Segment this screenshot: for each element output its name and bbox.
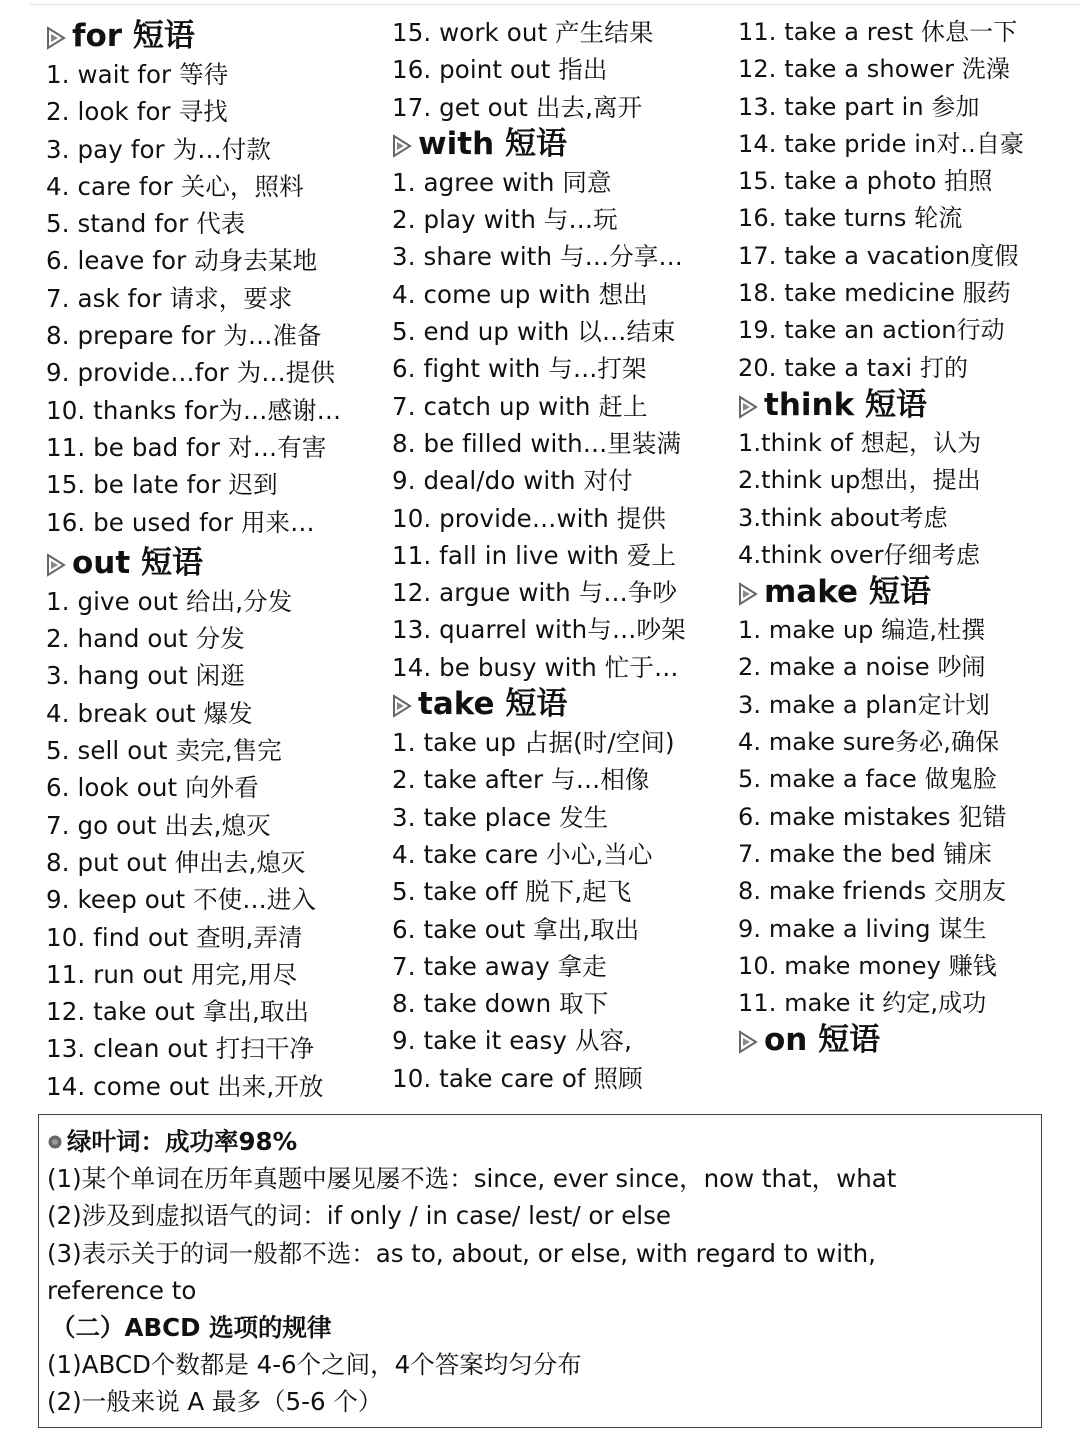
list-item: 14. be busy with 忙于… [392, 652, 679, 682]
notes-line: (3)表示关于的词一般都不选：as to, about, or else, with regard to with, [47, 1238, 876, 1268]
list-item: 10. take care of 照顾 [392, 1063, 643, 1093]
section-heading-with: with 短语 [392, 126, 722, 164]
section-heading-on: on 短语 [738, 1022, 1068, 1060]
list-item: 13. take part in 参加 [738, 92, 980, 121]
list-item: 3.think about考虑 [738, 503, 948, 532]
list-item: 2. look for 寻找 [46, 97, 228, 127]
list-item: 3. hang out 闲逛 [46, 661, 245, 691]
list-item: 6. fight with 与…打架 [392, 354, 647, 384]
list-item: 1. agree with 同意 [392, 167, 612, 197]
list-item: 4. take care 小心,当心 [392, 839, 653, 869]
list-item: 5. make a face 做鬼脸 [738, 765, 997, 794]
list-item: 19. take an action行动 [738, 316, 1005, 345]
triangle-bullet-icon [392, 134, 412, 158]
triangle-bullet-icon [738, 1030, 758, 1054]
list-item: 8. make friends 交朋友 [738, 877, 1007, 906]
list-item: 13. quarrel with与…吵架 [392, 615, 686, 645]
list-item: 2. play with 与…玩 [392, 205, 618, 235]
list-item: 9. provide…for 为…提供 [46, 358, 336, 388]
list-item: 11. take a rest 休息一下 [738, 18, 1018, 46]
list-item: 14. take pride in对..自豪 [738, 129, 1025, 158]
triangle-bullet-icon [738, 582, 758, 606]
list-item: 1. make up 编造,杜撰 [738, 616, 986, 645]
list-item: 7. go out 出去,熄灭 [46, 810, 271, 840]
list-item: 10. make money 赚钱 [738, 951, 997, 980]
list-item: 4. break out 爆发 [46, 698, 253, 728]
gear-bullet-icon [47, 1134, 63, 1150]
list-item: 4. come up with 想出 [392, 279, 648, 309]
list-item: 9. deal/do with 对付 [392, 466, 633, 496]
list-item: 1. wait for 等待 [46, 60, 229, 89]
notes-line: (1)某个单词在历年真题中屡见屡不选：since, ever since，now that，what [47, 1164, 897, 1194]
list-item: 7. catch up with 赶上 [392, 391, 648, 421]
list-item: 8. put out 伸出去,熄灭 [46, 847, 306, 877]
list-item: 1.think of 想起，认为 [738, 428, 982, 457]
list-item: 12. argue with 与…争吵 [392, 578, 678, 608]
list-item: 10. provide…with 提供 [392, 503, 666, 533]
list-item: 10. thanks for为…感谢… [46, 395, 342, 425]
list-item: 15. be late for 迟到 [46, 470, 278, 500]
list-item: 3. pay for 为…付款 [46, 134, 271, 164]
notes-subheading: （二）ABCD 选项的规律 [51, 1312, 332, 1342]
list-item: 5. take off 脱下,起飞 [392, 877, 632, 907]
list-item: 16. point out 指出 [392, 55, 608, 85]
list-item: 14. come out 出来,开放 [46, 1071, 324, 1101]
list-item: 11. be bad for 对…有害 [46, 432, 327, 462]
list-item: 7. take away 拿走 [392, 951, 607, 981]
list-item: 11. fall in live with 爱上 [392, 540, 677, 570]
triangle-bullet-icon [46, 26, 66, 50]
section-heading-for: for 短语 [46, 14, 376, 56]
list-item: 9. make a living 谋生 [738, 914, 987, 943]
list-item: 3. make a plan定计划 [738, 690, 990, 719]
list-item: 6. look out 向外看 [46, 773, 259, 803]
triangle-bullet-icon [738, 395, 758, 419]
notes-box [38, 1114, 1042, 1428]
list-item: 11. run out 用完,用尽 [46, 959, 298, 989]
list-item: 7. make the bed 铺床 [738, 839, 992, 868]
list-item: 18. take medicine 服药 [738, 279, 1011, 308]
list-item: 2. take after 与…相像 [392, 765, 650, 795]
list-item: 2. hand out 分发 [46, 624, 245, 654]
list-item: 1. take up 占据(时/空间) [392, 728, 675, 758]
list-item: 11. make it 约定,成功 [738, 989, 987, 1018]
list-item: 6. make mistakes 犯错 [738, 802, 1007, 831]
list-item: 2. make a noise 吵闹 [738, 653, 986, 682]
column-1 [46, 14, 376, 1105]
list-item: 5. end up with 以…结束 [392, 317, 676, 347]
section-heading-out: out 短语 [46, 541, 376, 583]
notes-title: 绿叶词：成功率98% [47, 1123, 1033, 1160]
top-divider [30, 4, 1080, 5]
list-item: 2.think up想出，提出 [738, 466, 981, 495]
list-item: 9. take it easy 从容, [392, 1026, 632, 1056]
list-item: 16. be used for 用来… [46, 507, 315, 537]
list-item: 13. clean out 打扫干净 [46, 1034, 315, 1064]
list-item: 9. keep out 不使…进入 [46, 885, 317, 915]
section-heading-take: take 短语 [392, 686, 722, 724]
list-item: 1. give out 给出,分发 [46, 586, 293, 616]
list-item: 3. share with 与…分享… [392, 242, 684, 272]
list-item: 3. take place 发生 [392, 802, 609, 832]
section-heading-think: think 短语 [738, 387, 1068, 425]
list-item: 15. take a photo 拍照 [738, 167, 993, 196]
section-heading-make: make 短语 [738, 574, 1068, 612]
column-3 [738, 14, 1068, 1060]
list-item: 16. take turns 轮流 [738, 204, 963, 233]
notes-line: reference to [47, 1275, 197, 1305]
list-item: 12. take a shower 洗澡 [738, 55, 1010, 84]
list-item: 6. leave for 动身去某地 [46, 246, 318, 276]
list-item: 20. take a taxi 打的 [738, 353, 969, 382]
list-item: 4.think over仔细考虑 [738, 540, 981, 569]
list-item: 12. take out 拿出,取出 [46, 997, 310, 1027]
list-item: 4. care for 关心，照料 [46, 171, 304, 201]
notes-rule: (2)一般来说 A 最多（5-6 个） [47, 1387, 383, 1417]
list-item: 7. ask for 请求，要求 [46, 283, 293, 313]
list-item: 17. get out 出去,离开 [392, 92, 643, 122]
triangle-bullet-icon [392, 694, 412, 718]
list-item: 8. prepare for 为…准备 [46, 321, 322, 351]
list-item: 8. be filled with…里装满 [392, 428, 682, 458]
list-item: 4. make sure务必,确保 [738, 728, 1000, 757]
list-item: 5. sell out 卖完,售完 [46, 736, 282, 766]
notes-line: (2)涉及到虚拟语气的词：if only / in case/ lest/ or else [47, 1201, 671, 1231]
triangle-bullet-icon [46, 553, 66, 577]
list-item: 15. work out 产生结果 [392, 18, 654, 47]
list-item: 8. take down 取下 [392, 989, 609, 1019]
column-2 [392, 14, 722, 1097]
list-item: 6. take out 拿出,取出 [392, 914, 640, 944]
notes-rule: (1)ABCD个数都是 4-6个之间，4个答案均匀分布 [47, 1350, 582, 1380]
list-item: 17. take a vacation度假 [738, 241, 1019, 270]
list-item: 10. find out 查明,弄清 [46, 922, 303, 952]
list-item: 5. stand for 代表 [46, 209, 246, 239]
